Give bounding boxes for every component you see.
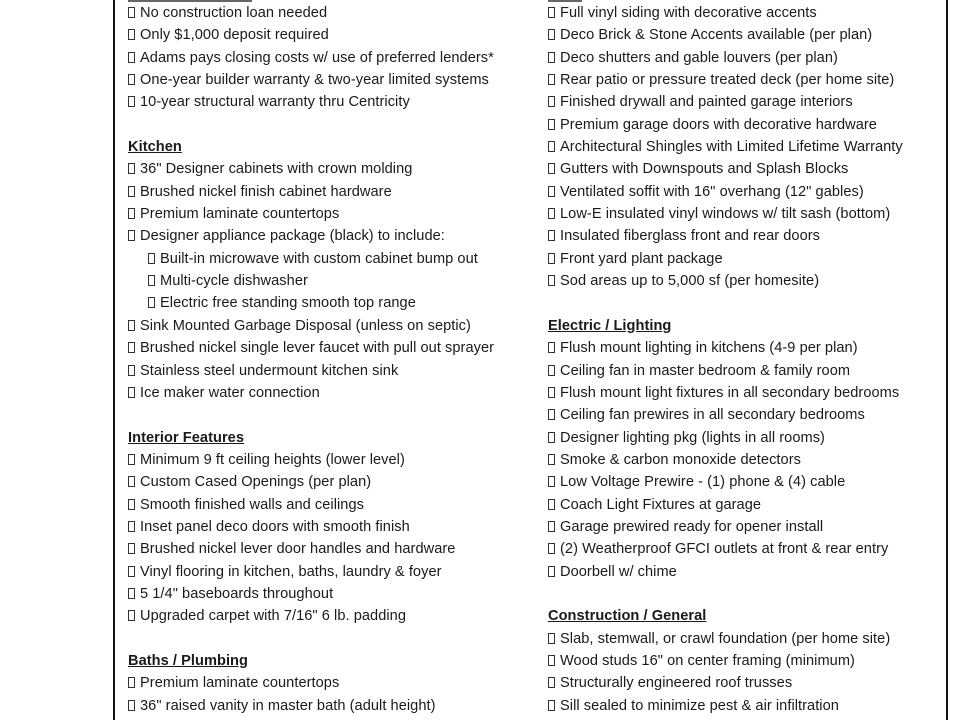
list-item: (2) Weatherproof GFCI outlets at front & rear entry	[548, 538, 946, 560]
checkbox-glyph-icon	[128, 677, 135, 688]
list-item: Doorbell w/ chime	[548, 561, 946, 583]
checkbox-glyph-icon	[148, 253, 155, 264]
list-item: Brushed nickel lever door handles and hardware	[128, 538, 538, 560]
interior-section	[128, 427, 538, 628]
checkbox-glyph-icon	[148, 275, 155, 286]
checkbox-glyph-icon	[128, 387, 135, 398]
list-item: Minimum 9 ft ceiling heights (lower level)	[128, 449, 538, 471]
checkbox-glyph-icon	[548, 29, 555, 40]
list-item: Low-E insulated vinyl windows w/ tilt sash (bottom)	[548, 203, 946, 225]
checkbox-glyph-icon	[128, 543, 135, 554]
spacer	[548, 583, 946, 605]
checkbox-glyph-icon	[548, 700, 555, 711]
checkbox-glyph-icon	[128, 588, 135, 599]
checkbox-glyph-icon	[148, 297, 155, 308]
checkbox-glyph-icon	[128, 52, 135, 63]
left-column	[128, 2, 538, 717]
checkbox-glyph-icon	[128, 74, 135, 85]
checkbox-glyph-icon	[128, 499, 135, 510]
checkbox-glyph-icon	[548, 253, 555, 264]
list-item: Sink Mounted Garbage Disposal (unless on septic)	[128, 315, 538, 337]
checkbox-glyph-icon	[128, 29, 135, 40]
list-item: Sill sealed to minimize pest & air infiltration	[548, 695, 946, 717]
list-item: Inset panel deco doors with smooth finish	[128, 516, 538, 538]
list-item: Premium laminate countertops	[128, 672, 538, 694]
checkbox-glyph-icon	[548, 119, 555, 130]
checkbox-glyph-icon	[548, 476, 555, 487]
checkbox-glyph-icon	[548, 74, 555, 85]
checkbox-glyph-icon	[128, 163, 135, 174]
checkbox-glyph-icon	[128, 566, 135, 577]
list-item: Premium laminate countertops	[128, 203, 538, 225]
checkbox-glyph-icon	[548, 633, 555, 644]
list-item: No construction loan needed	[128, 2, 538, 24]
list-item: Stainless steel undermount kitchen sink	[128, 360, 538, 382]
checkbox-glyph-icon	[548, 7, 555, 18]
checkbox-glyph-icon	[128, 521, 135, 532]
list-item: Wood studs 16" on center framing (minimum)	[548, 650, 946, 672]
list-item: Smoke & carbon monoxide detectors	[548, 449, 946, 471]
checkbox-glyph-icon	[128, 342, 135, 353]
list-item: Ice maker water connection	[128, 382, 538, 404]
electric-section	[548, 315, 946, 583]
checkbox-glyph-icon	[128, 320, 135, 331]
checkbox-glyph-icon	[548, 454, 555, 465]
checkbox-glyph-icon	[548, 543, 555, 554]
list-item: 36" raised vanity in master bath (adult height)	[128, 695, 538, 717]
baths-section	[128, 650, 538, 717]
list-item: Premium garage doors with decorative hardware	[548, 114, 946, 136]
list-item: Ventilated soffit with 16" overhang (12" gables)	[548, 181, 946, 203]
list-item: Vinyl flooring in kitchen, baths, laundry & foyer	[128, 561, 538, 583]
baths-heading: Baths / Plumbing	[128, 652, 248, 669]
list-item: Brushed nickel finish cabinet hardware	[128, 181, 538, 203]
page-border-left	[113, 0, 115, 720]
list-item: Designer appliance package (black) to include:	[128, 225, 538, 247]
list-item: 10-year structural warranty thru Centricity	[128, 91, 538, 113]
checkbox-glyph-icon	[128, 476, 135, 487]
sub-list-item: Multi-cycle dishwasher	[128, 270, 538, 292]
spacer	[548, 292, 946, 314]
list-item: Coach Light Fixtures at garage	[548, 494, 946, 516]
checkbox-glyph-icon	[128, 230, 135, 241]
spacer	[128, 114, 538, 136]
list-item: Front yard plant package	[548, 248, 946, 270]
checkbox-glyph-icon	[548, 208, 555, 219]
interior-heading: Interior Features	[128, 429, 245, 446]
checkbox-glyph-icon	[548, 409, 555, 420]
list-item: Sod areas up to 5,000 sf (per homesite)	[548, 270, 946, 292]
electric-heading: Electric / Lighting	[548, 317, 672, 334]
list-item: Structurally engineered roof trusses	[548, 672, 946, 694]
list-item: Garage prewired ready for opener install	[548, 516, 946, 538]
list-item: Upgraded carpet with 7/16" 6 lb. padding	[128, 605, 538, 627]
list-item: Ceiling fan prewires in all secondary bedrooms	[548, 404, 946, 426]
list-item: Adams pays closing costs w/ use of preferred lenders*	[128, 47, 538, 69]
spacer	[128, 404, 538, 426]
checkbox-glyph-icon	[548, 141, 555, 152]
right-column	[548, 2, 946, 717]
checkbox-glyph-icon	[128, 454, 135, 465]
spacer	[128, 628, 538, 650]
sub-list-item: Electric free standing smooth top range	[128, 292, 538, 314]
exterior-list	[548, 2, 946, 292]
list-item: Insulated fiberglass front and rear doors	[548, 225, 946, 247]
checkbox-glyph-icon	[548, 387, 555, 398]
checkbox-glyph-icon	[548, 52, 555, 63]
list-item: Only $1,000 deposit required	[128, 24, 538, 46]
list-item: Gutters with Downspouts and Splash Blocks	[548, 158, 946, 180]
kitchen-section	[128, 136, 538, 404]
checkbox-glyph-icon	[128, 365, 135, 376]
list-item: One-year builder warranty & two-year limited systems	[128, 69, 538, 91]
construction-heading: Construction / General	[548, 608, 707, 625]
checkbox-glyph-icon	[128, 96, 135, 107]
checkbox-glyph-icon	[548, 655, 555, 666]
checkbox-glyph-icon	[548, 96, 555, 107]
kitchen-heading: Kitchen	[128, 139, 182, 156]
list-item: Rear patio or pressure treated deck (per home site)	[548, 69, 946, 91]
list-item: Deco shutters and gable louvers (per plan)	[548, 47, 946, 69]
list-item: 36" Designer cabinets with crown molding	[128, 158, 538, 180]
checkbox-glyph-icon	[548, 499, 555, 510]
construction-section	[548, 605, 946, 717]
checkbox-glyph-icon	[548, 566, 555, 577]
list-item: Low Voltage Prewire - (1) phone & (4) cable	[548, 471, 946, 493]
list-item: Smooth finished walls and ceilings	[128, 494, 538, 516]
checkbox-glyph-icon	[548, 230, 555, 241]
list-item: Flush mount light fixtures in all secondary bedrooms	[548, 382, 946, 404]
checkbox-glyph-icon	[548, 342, 555, 353]
sub-list-item: Built-in microwave with custom cabinet bump out	[128, 248, 538, 270]
intro-list	[128, 2, 538, 114]
list-item: Full vinyl siding with decorative accents	[548, 2, 946, 24]
list-item: Flush mount lighting in kitchens (4-9 per plan)	[548, 337, 946, 359]
checkbox-glyph-icon	[548, 521, 555, 532]
checkbox-glyph-icon	[128, 7, 135, 18]
checkbox-glyph-icon	[548, 432, 555, 443]
list-item: 5 1/4" baseboards throughout	[128, 583, 538, 605]
checkbox-glyph-icon	[128, 610, 135, 621]
list-item: Finished drywall and painted garage interiors	[548, 91, 946, 113]
list-item: Custom Cased Openings (per plan)	[128, 471, 538, 493]
list-item: Deco Brick & Stone Accents available (per plan)	[548, 24, 946, 46]
list-item: Ceiling fan in master bedroom & family room	[548, 360, 946, 382]
checkbox-glyph-icon	[548, 677, 555, 688]
checkbox-glyph-icon	[548, 186, 555, 197]
checkbox-glyph-icon	[548, 163, 555, 174]
checkbox-glyph-icon	[128, 186, 135, 197]
list-item: Slab, stemwall, or crawl foundation (per home site)	[548, 628, 946, 650]
list-item: Brushed nickel single lever faucet with pull out sprayer	[128, 337, 538, 359]
checkbox-glyph-icon	[128, 208, 135, 219]
list-item: Designer lighting pkg (lights in all rooms)	[548, 427, 946, 449]
checkbox-glyph-icon	[548, 275, 555, 286]
page-border-right	[946, 0, 948, 720]
checkbox-glyph-icon	[548, 365, 555, 376]
list-item: Architectural Shingles with Limited Lifetime Warranty	[548, 136, 946, 158]
checkbox-glyph-icon	[128, 700, 135, 711]
